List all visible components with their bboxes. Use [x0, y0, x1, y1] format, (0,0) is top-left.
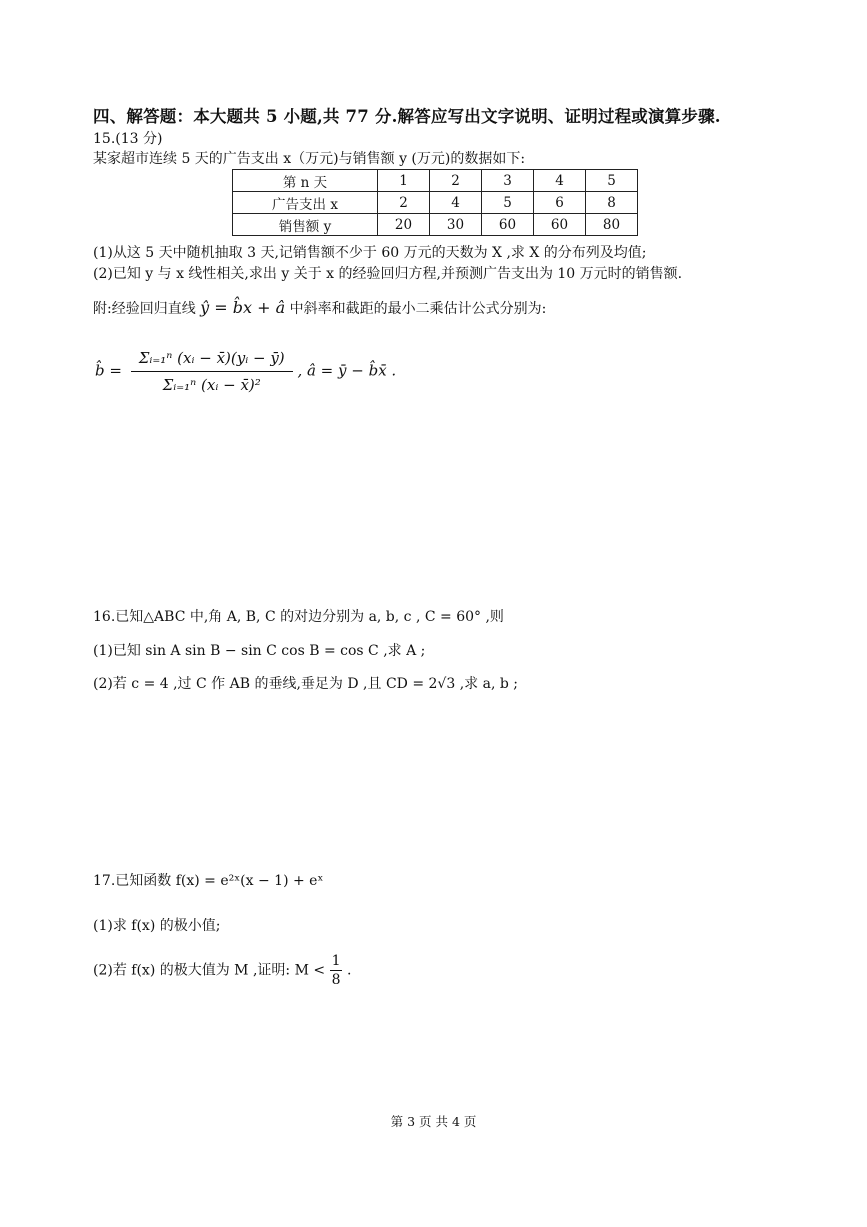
- table-cell: 销售额 y: [233, 214, 378, 236]
- table-cell: 3: [482, 170, 534, 192]
- regression-equation: ŷ = b̂x + â: [200, 298, 286, 317]
- q16-part2: (2)若 c = 4 ,过 C 作 AB 的垂线,垂足为 D ,且 CD = 2√3 ,求 a, b ;: [93, 676, 518, 692]
- formula-b-lhs: b̂ =: [95, 361, 122, 380]
- table-cell: 5: [586, 170, 638, 192]
- formula-b-fraction: [131, 345, 293, 398]
- formula-a: , â = ȳ − b̂x̄ .: [297, 361, 397, 380]
- table-header-row: [233, 170, 638, 192]
- formula-numerator: Σᵢ₌₁ⁿ (xᵢ − x̄)(yᵢ − ȳ): [131, 345, 293, 372]
- q15-data-table: [232, 169, 638, 236]
- q15-intro: 某家超市连续 5 天的广告支出 x（万元)与销售额 y (万元)的数据如下:: [93, 151, 526, 167]
- appendix-text-after: 中斜率和截距的最小二乘估计公式分别为:: [289, 301, 547, 317]
- q17-stem: 17.已知函数 f(x) = e²ˣ(x − 1) + eˣ: [93, 873, 324, 889]
- q15-part1: (1)从这 5 天中随机抽取 3 天,记销售额不少于 60 万元的天数为 X ,求 X 的分布列及均值;: [93, 245, 647, 261]
- one-eighth-fraction: [330, 952, 343, 989]
- table-cell: 4: [430, 192, 482, 214]
- q17-part1: (1)求 f(x) 的极小值;: [93, 918, 221, 934]
- q15-number: 15.(13 分): [93, 131, 163, 147]
- table-cell: 第 n 天: [233, 170, 378, 192]
- q15-formula: [95, 345, 396, 398]
- q16-part1: (1)已知 sin A sin B − sin C cos B = cos C ,求 A ;: [93, 643, 426, 659]
- table-cell: 4: [534, 170, 586, 192]
- table-cell: 5: [482, 192, 534, 214]
- table-cell: 20: [378, 214, 430, 236]
- table-cell: 80: [586, 214, 638, 236]
- fraction-denominator: 8: [331, 972, 341, 988]
- table-cell: 30: [430, 214, 482, 236]
- q17-part2-text: (2)若 f(x) 的极大值为 M ,证明: M <: [93, 962, 326, 979]
- q16-stem: 16.已知△ABC 中,角 A, B, C 的对边分别为 a, b, c , C = 60° ,则: [93, 609, 504, 625]
- q15-part2: (2)已知 y 与 x 线性相关,求出 y 关于 x 的经验回归方程,并预测广告支出为 10 万元时的销售额.: [93, 266, 683, 282]
- section-heading: 四、解答题：本大题共 5 小题,共 77 分.解答应写出文字说明、证明过程或演算步骤.: [93, 107, 721, 126]
- q15-appendix: [93, 298, 546, 318]
- table-cell: 2: [430, 170, 482, 192]
- table-cell: 8: [586, 192, 638, 214]
- fraction-numerator: 1: [331, 953, 341, 969]
- q17-part2: [93, 952, 351, 989]
- table-cell: 1: [378, 170, 430, 192]
- table-cell: 广告支出 x: [233, 192, 378, 214]
- table-row: [233, 214, 638, 236]
- table-cell: 60: [534, 214, 586, 236]
- page-footer: 第 3 页 共 4 页: [390, 1114, 477, 1129]
- q17-part2-end: .: [346, 962, 352, 979]
- table-cell: 60: [482, 214, 534, 236]
- table-cell: 6: [534, 192, 586, 214]
- formula-denominator: Σᵢ₌₁ⁿ (xᵢ − x̄)²: [162, 376, 261, 394]
- table-cell: 2: [378, 192, 430, 214]
- appendix-text-before: 附:经验回归直线: [93, 301, 196, 317]
- table-row: [233, 192, 638, 214]
